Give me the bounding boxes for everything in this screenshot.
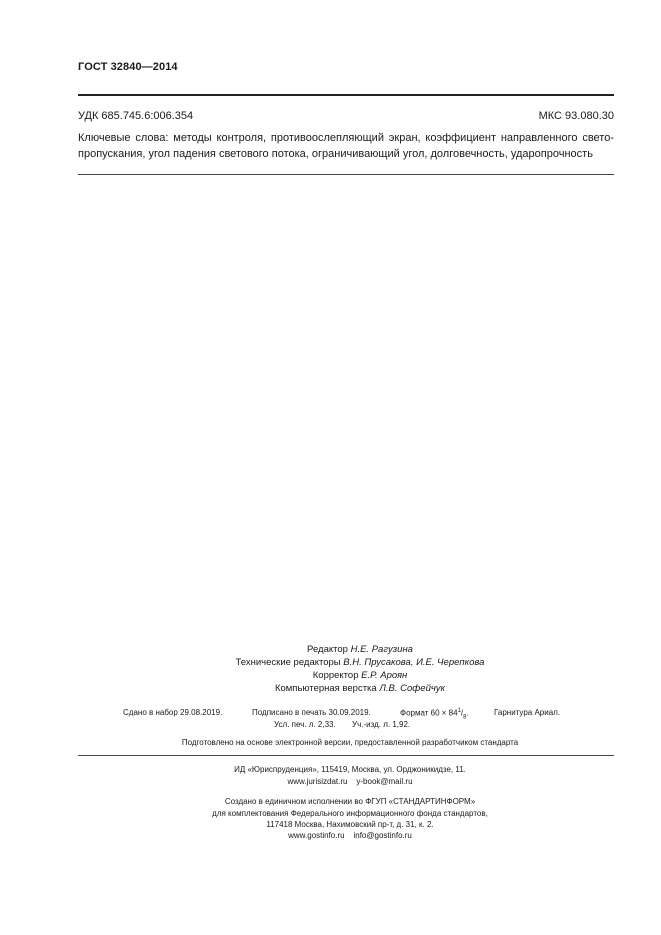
editor-label: Редактор	[307, 644, 348, 655]
layout-name: Л.В. Софейчук	[379, 683, 446, 694]
producer-line-2: для комплектования Федерального информационного фонда стандартов,	[212, 809, 488, 818]
publisher-email-link[interactable]: y-book@mail.ru	[356, 777, 413, 786]
credit-corrector	[100, 669, 620, 682]
producer-line-1: Создано в единичном исполнении во ФГУП «СТАНДАРТИНФОРМ»	[224, 797, 476, 806]
header-rule	[78, 94, 614, 96]
mks-code: МКС 93.080.30	[538, 110, 614, 122]
keywords-line-2: пропускания, угол падения светового потока, ограничивающий угол, долговечность, ударопрочность	[78, 148, 593, 160]
format-prefix: Формат 60 × 84	[400, 708, 458, 718]
keywords	[78, 130, 614, 162]
producer-contacts	[70, 831, 630, 840]
credit-editor	[100, 643, 620, 656]
format-numerator: 1	[457, 708, 461, 714]
publisher-address: ИД «Юриспруденция», 115419, Москва, ул. Орджоникидзе, 11.	[234, 765, 466, 774]
imprint-rule	[78, 755, 614, 756]
keywords-line-1: Ключевые слова: методы контроля, противоослепляющий экран, коэффициент направленного свето-	[78, 132, 614, 144]
layout-label: Компьютерная верстка	[274, 683, 377, 694]
producer-email-link[interactable]: info@gostinfo.ru	[353, 831, 412, 840]
publisher-contacts	[70, 777, 630, 786]
publisher-site-link[interactable]: www.jurisizdat.ru	[287, 777, 348, 786]
credit-tech-editors	[100, 656, 620, 669]
corrector-name: Е.Р. Ароян	[361, 670, 408, 681]
tech-editors-label: Технические редакторы	[235, 657, 341, 668]
imprint-font: Гарнитура Ариал.	[494, 708, 561, 717]
udk-code: УДК 685.745.6:006.354	[78, 110, 194, 122]
producer-line-3: 117418 Москва, Нахимовский пр-т, д. 31, к. 2.	[266, 820, 434, 829]
editor-name: Н.Е. Рагузина	[350, 644, 413, 655]
imprint-publ-sheets: Уч.-изд. л. 1,92.	[352, 720, 411, 729]
imprint-signed: Подписано в печать 30.09.2019.	[252, 708, 371, 717]
imprint-prepared: Подготовлено на основе электронной версии, предоставленной разработчиком стандарта	[181, 738, 519, 747]
tech-editors-names: В.Н. Прусакова, И.Е. Черепкова	[343, 657, 485, 668]
document-code: ГОСТ 32840—2014	[78, 61, 178, 73]
producer-site-link[interactable]: www.gostinfo.ru	[288, 831, 345, 840]
imprint-format: Формат $60 \times 84^1/_8$.	[400, 708, 469, 721]
format-suffix: .	[466, 708, 469, 718]
keywords-rule	[78, 174, 614, 175]
credit-layout	[100, 682, 620, 695]
corrector-label: Корректор	[312, 670, 359, 681]
imprint-sent: Сдано в набор 29.08.2019.	[123, 708, 223, 717]
imprint-print-sheets: Усл. печ. л. 2,33.	[274, 720, 336, 729]
format-denominator: 8	[463, 714, 467, 721]
